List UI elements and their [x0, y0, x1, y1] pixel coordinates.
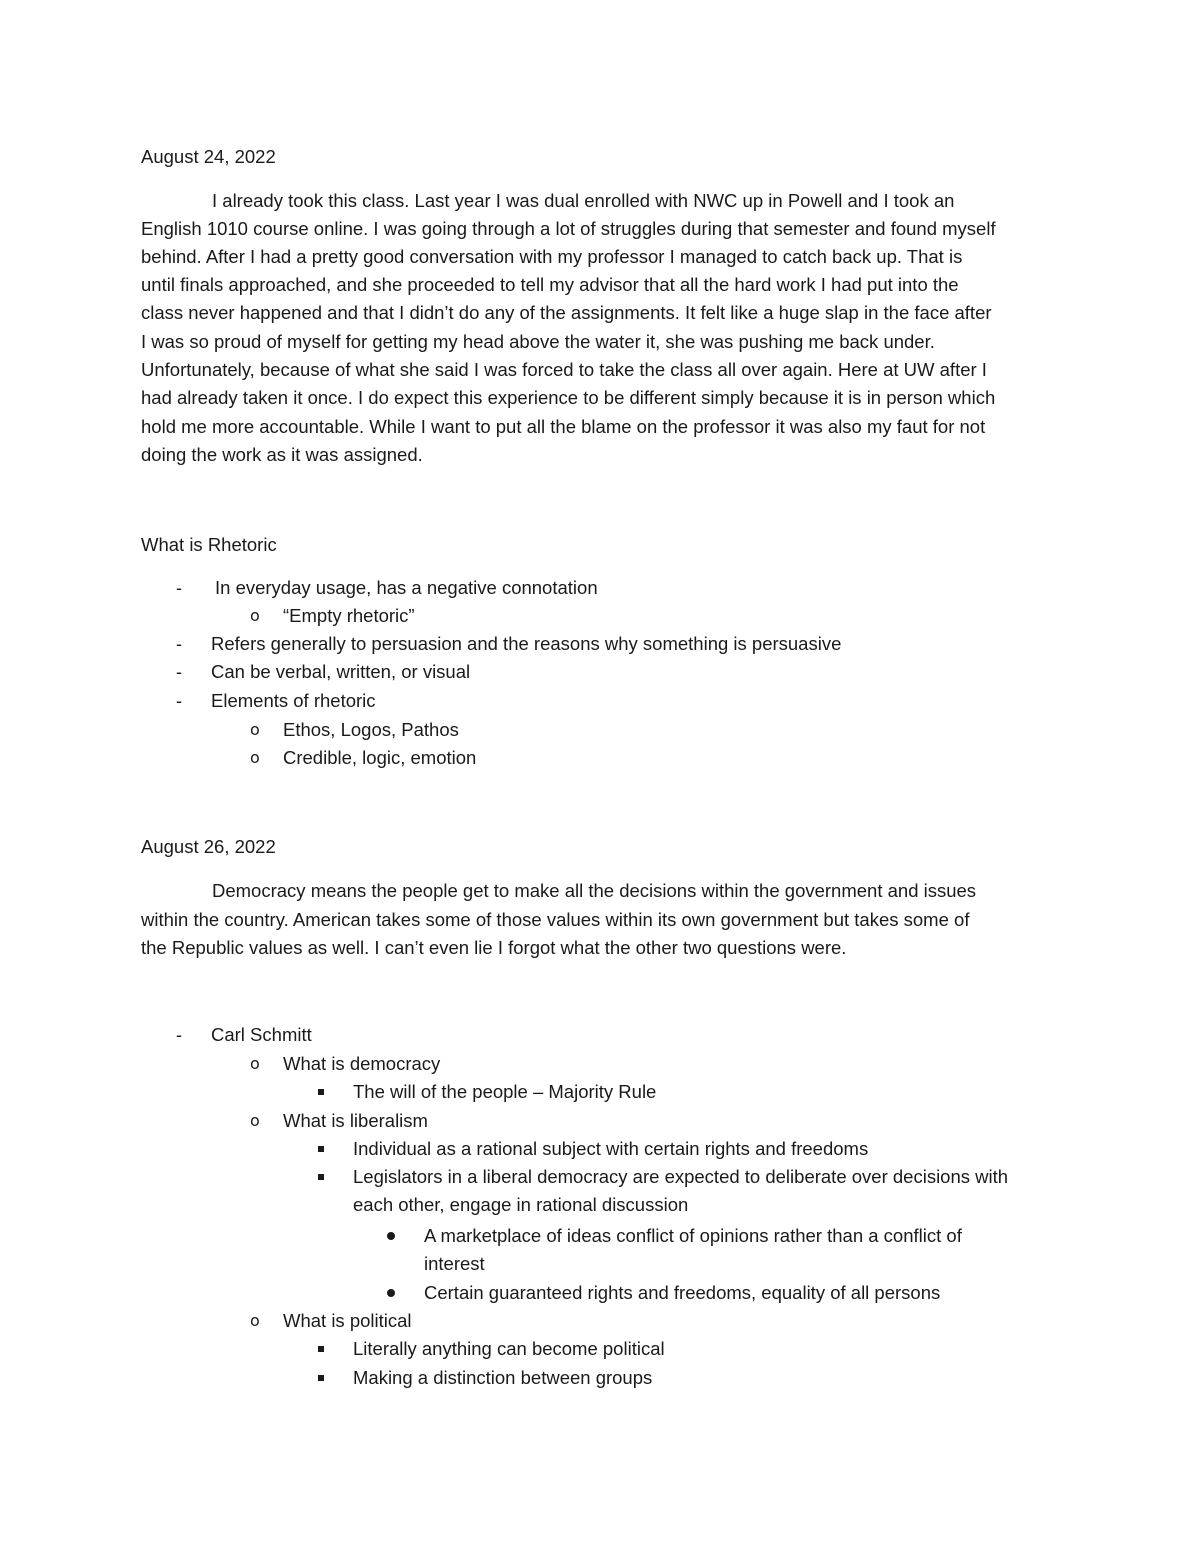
dash-bullet: -: [176, 578, 182, 598]
list-item: Refers generally to persuasion and the reasons why something is persuasive: [211, 633, 842, 654]
paragraph-line: I already took this class. Last year I was dual enrolled with NWC up in Powell and I took an: [212, 190, 955, 211]
dash-bullet: -: [176, 662, 182, 682]
list-item: Can be verbal, written, or visual: [211, 661, 471, 682]
list-item-continuation: interest: [424, 1253, 485, 1274]
list-item: “Empty rhetoric”: [283, 605, 415, 626]
paragraph-line: hold me more accountable. While I want to put all the blame on the professor it was also my faut for not: [141, 416, 986, 437]
circle-bullet: o: [250, 1054, 260, 1073]
paragraph-line: Democracy means the people get to make all the decisions within the government and issues: [212, 880, 977, 901]
list-item: Literally anything can become political: [353, 1338, 665, 1359]
paragraph-line: Unfortunately, because of what she said I was forced to take the class all over again. Here at UW after I: [141, 359, 987, 380]
list-item: A marketplace of ideas conflict of opinions rather than a conflict of: [424, 1225, 962, 1246]
square-bullet-icon: [318, 1375, 324, 1381]
entry-date: August 24, 2022: [141, 146, 276, 167]
paragraph-line: class never happened and that I didn’t do any of the assignments. It felt like a huge slap in the face after: [141, 302, 992, 323]
list-item: In everyday usage, has a negative connotation: [215, 577, 598, 598]
square-bullet-icon: [318, 1146, 324, 1152]
circle-bullet: o: [250, 720, 260, 739]
paragraph-line: until finals approached, and she proceeded to tell my advisor that all the hard work I had put into the: [141, 274, 959, 295]
square-bullet-icon: [318, 1174, 324, 1180]
list-item: What is liberalism: [283, 1110, 428, 1131]
circle-bullet: o: [250, 1311, 260, 1330]
entry-date: August 26, 2022: [141, 836, 276, 857]
circle-bullet: o: [250, 748, 260, 767]
dash-bullet: -: [176, 691, 182, 711]
list-item: Certain guaranteed rights and freedoms, equality of all persons: [424, 1282, 941, 1303]
section-heading: What is Rhetoric: [141, 534, 277, 555]
round-bullet-icon: [387, 1232, 395, 1240]
paragraph-line: doing the work as it was assigned.: [141, 444, 423, 465]
list-item: The will of the people – Majority Rule: [353, 1081, 657, 1102]
list-item: Ethos, Logos, Pathos: [283, 719, 459, 740]
list-item: What is political: [283, 1310, 412, 1331]
round-bullet-icon: [387, 1289, 395, 1297]
square-bullet-icon: [318, 1089, 324, 1095]
dash-bullet: -: [176, 634, 182, 654]
list-item: What is democracy: [283, 1053, 441, 1074]
dash-bullet: -: [176, 1025, 182, 1045]
circle-bullet: o: [250, 1111, 260, 1130]
square-bullet-icon: [318, 1346, 324, 1352]
list-item: Elements of rhetoric: [211, 690, 376, 711]
paragraph-line: behind. After I had a pretty good conversation with my professor I managed to catch back up. That is: [141, 246, 963, 267]
list-item: Individual as a rational subject with certain rights and freedoms: [353, 1138, 869, 1159]
list-item: Carl Schmitt: [211, 1024, 312, 1045]
paragraph-line: within the country. American takes some of those values within its own government but takes some of: [141, 909, 970, 930]
paragraph-line: had already taken it once. I do expect this experience to be different simply because it is in person which: [141, 387, 996, 408]
paragraph-line: I was so proud of myself for getting my head above the water it, she was pushing me back under.: [141, 331, 935, 352]
list-item: Legislators in a liberal democracy are expected to deliberate over decisions with: [353, 1166, 1009, 1187]
paragraph-line: English 1010 course online. I was going through a lot of struggles during that semester and found myself: [141, 218, 996, 239]
list-item-continuation: each other, engage in rational discussion: [353, 1194, 689, 1215]
list-item: Making a distinction between groups: [353, 1367, 653, 1388]
circle-bullet: o: [250, 606, 260, 625]
paragraph-line: the Republic values as well. I can’t even lie I forgot what the other two questions were.: [141, 937, 847, 958]
list-item: Credible, logic, emotion: [283, 747, 477, 768]
